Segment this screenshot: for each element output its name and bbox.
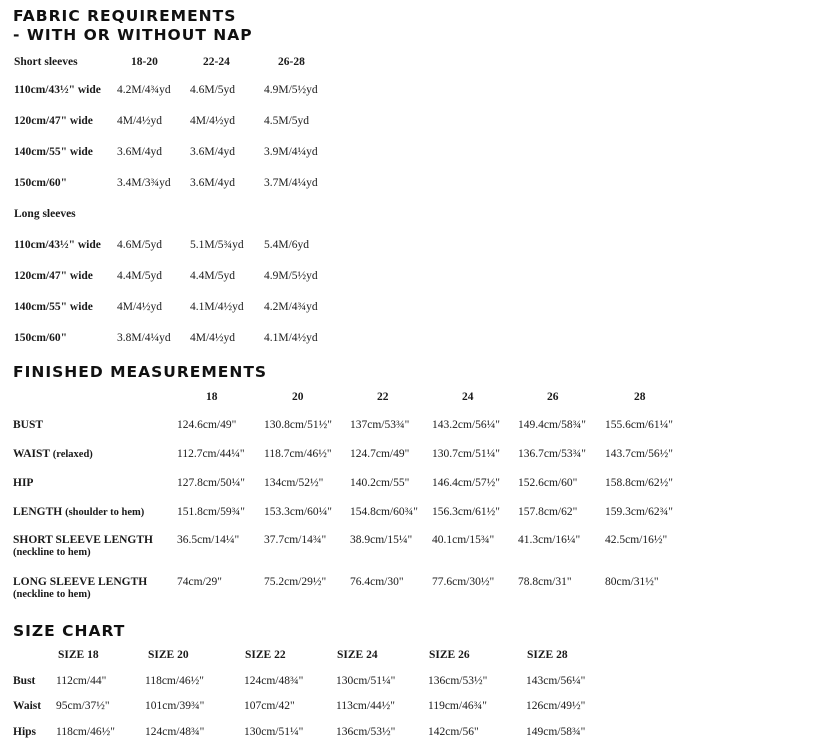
fabric-header-22-24: 22-24 [203,56,230,68]
finished-value: 42.5cm/16½" [605,534,668,546]
fabric-value: 4.9M/5½yd [264,84,318,96]
size-chart-value: 118cm/46½" [145,675,204,687]
finished-value: 40.1cm/15¾" [432,534,495,546]
fabric-title-line2: - WITH OR WITHOUT NAP [13,26,253,44]
size-chart-value: 149cm/58¾" [526,726,586,738]
finished-size-header: 24 [462,391,474,403]
fabric-value: 4.1M/4½yd [264,332,318,344]
size-chart-value: 119cm/46¾" [428,700,487,712]
fabric-header-26-28: 26-28 [278,56,305,68]
finished-value: 149.4cm/58¾" [518,419,586,431]
finished-value: 154.8cm/60¾" [350,506,418,518]
fabric-value: 4.6M/5yd [117,239,163,251]
size-chart-value: 107cm/42" [244,700,295,712]
finished-value: 130.8cm/51½" [264,419,332,431]
fabric-width-label: 150cm/60" [14,332,68,344]
finished-value: 38.9cm/15¼" [350,534,413,546]
size-chart-row-label: Bust [13,675,36,687]
size-chart-value: 130cm/51¼" [244,726,304,738]
finished-value: 151.8cm/59¾" [177,506,245,518]
fabric-value: 4.2M/4¾yd [117,84,171,96]
finished-value: 77.6cm/30½" [432,576,495,588]
finished-value: 130.7cm/51¼" [432,448,500,460]
finished-row-sublabel: (neckline to hem) [13,589,91,600]
finished-value: 155.6cm/61¼" [605,419,673,431]
finished-value: 41.3cm/16¼" [518,534,581,546]
finished-row-label: LONG SLEEVE LENGTH [13,576,148,588]
fabric-value: 3.9M/4¼yd [264,146,318,158]
size-chart-value: 124cm/48¾" [244,675,304,687]
finished-row-label-note: (relaxed) [52,449,93,460]
fabric-value: 4.9M/5½yd [264,270,318,282]
finished-value: 78.8cm/31" [518,576,572,588]
size-chart-row-label: Waist [13,700,42,712]
finished-value: 137cm/53¾" [350,419,410,431]
size-chart-value: 113cm/44½" [336,700,395,712]
finished-size-header: 22 [377,391,389,403]
fabric-value: 4M/4½yd [190,115,236,127]
finished-row-label: SHORT SLEEVE LENGTH [13,534,153,546]
fabric-value: 4.4M/5yd [117,270,163,282]
finished-value: 156.3cm/61½" [432,506,500,518]
fabric-value: 5.4M/6yd [264,239,310,251]
finished-value: 127.8cm/50¼" [177,477,245,489]
fabric-value: 4.6M/5yd [190,84,236,96]
finished-value: 37.7cm/14¾" [264,534,327,546]
fabric-header-long-sleeves: Long sleeves [14,208,76,220]
finished-size-header: 26 [547,391,559,403]
fabric-value: 4.5M/5yd [264,115,310,127]
size-chart-value: 118cm/46½" [56,726,115,738]
size-chart-value: 95cm/37½" [56,700,110,712]
finished-value: 158.8cm/62½" [605,477,673,489]
fabric-width-label: 120cm/47" wide [14,115,93,127]
fabric-width-label: 150cm/60" [14,177,68,189]
finished-value: 118.7cm/46½" [264,448,332,460]
fabric-value: 3.8M/4¼yd [117,332,171,344]
finished-size-header: 28 [634,391,646,403]
finished-value: 140.2cm/55" [350,477,410,489]
finished-size-header: 20 [292,391,304,403]
finished-value: 134cm/52½" [264,477,324,489]
fabric-value: 4.1M/4½yd [190,301,244,313]
finished-value: 76.4cm/30" [350,576,404,588]
finished-value: 74cm/29" [177,576,222,588]
fabric-value: 4M/4½yd [117,115,163,127]
fabric-value: 3.4M/3¾yd [117,177,171,189]
size-chart-value: 136cm/53½" [428,675,488,687]
size-chart-value: 126cm/49½" [526,700,586,712]
size-chart-value: 124cm/48¾" [145,726,205,738]
finished-value: 157.8cm/62" [518,506,578,518]
size-chart-value: 112cm/44" [56,675,107,687]
finished-row-label: LENGTH (shoulder to hem) [13,506,145,518]
size-chart-header: SIZE 26 [429,649,470,661]
finished-row-label-note: (shoulder to hem) [65,507,145,518]
size-chart-row-label: Hips [13,726,37,738]
fabric-width-label: 110cm/43½" wide [14,84,101,96]
fabric-value: 4.4M/5yd [190,270,236,282]
finished-value: 124.6cm/49" [177,419,237,431]
fabric-title-line1: FABRIC REQUIREMENTS [13,7,237,25]
finished-size-header: 18 [206,391,218,403]
fabric-width-label: 120cm/47" wide [14,270,93,282]
fabric-value: 3.6M/4yd [190,177,236,189]
fabric-value: 3.6M/4yd [190,146,236,158]
size-chart-value: 136cm/53½" [336,726,396,738]
finished-measurements-title: FINISHED MEASUREMENTS [13,363,268,381]
fabric-value: 3.6M/4yd [117,146,163,158]
size-chart-value: 143cm/56¼" [526,675,586,687]
finished-value: 136.7cm/53¾" [518,448,586,460]
size-chart-header: SIZE 24 [337,649,378,661]
finished-value: 146.4cm/57½" [432,477,500,489]
size-chart-value: 130cm/51¼" [336,675,396,687]
fabric-header-short-sleeves: Short sleeves [14,56,78,68]
size-chart-title: SIZE CHART [13,622,126,640]
fabric-value: 4.2M/4¾yd [264,301,318,313]
finished-value: 75.2cm/29½" [264,576,327,588]
fabric-width-label: 140cm/55" wide [14,146,93,158]
finished-value: 143.2cm/56¼" [432,419,500,431]
finished-row-sublabel: (neckline to hem) [13,547,91,558]
finished-row-label: WAIST (relaxed) [13,448,93,460]
fabric-value: 4M/4½yd [117,301,163,313]
size-chart-header: SIZE 18 [58,649,99,661]
finished-row-label: BUST [13,419,44,431]
finished-value: 153.3cm/60¼" [264,506,332,518]
fabric-width-label: 110cm/43½" wide [14,239,101,251]
finished-row-label: HIP [13,477,34,489]
size-chart-value: 101cm/39¾" [145,700,205,712]
fabric-header-18-20: 18-20 [131,56,158,68]
size-chart-header: SIZE 20 [148,649,189,661]
fabric-value: 5.1M/5¾yd [190,239,244,251]
finished-value: 80cm/31½" [605,576,659,588]
finished-value: 143.7cm/56½" [605,448,673,460]
finished-value: 159.3cm/62¾" [605,506,673,518]
size-chart-header: SIZE 22 [245,649,286,661]
size-chart-header: SIZE 28 [527,649,568,661]
fabric-value: 3.7M/4¼yd [264,177,318,189]
finished-value: 36.5cm/14¼" [177,534,240,546]
fabric-value: 4M/4½yd [190,332,236,344]
finished-value: 152.6cm/60" [518,477,578,489]
finished-value: 124.7cm/49" [350,448,410,460]
finished-value: 112.7cm/44¼" [177,448,245,460]
fabric-width-label: 140cm/55" wide [14,301,93,313]
size-chart-value: 142cm/56" [428,726,479,738]
